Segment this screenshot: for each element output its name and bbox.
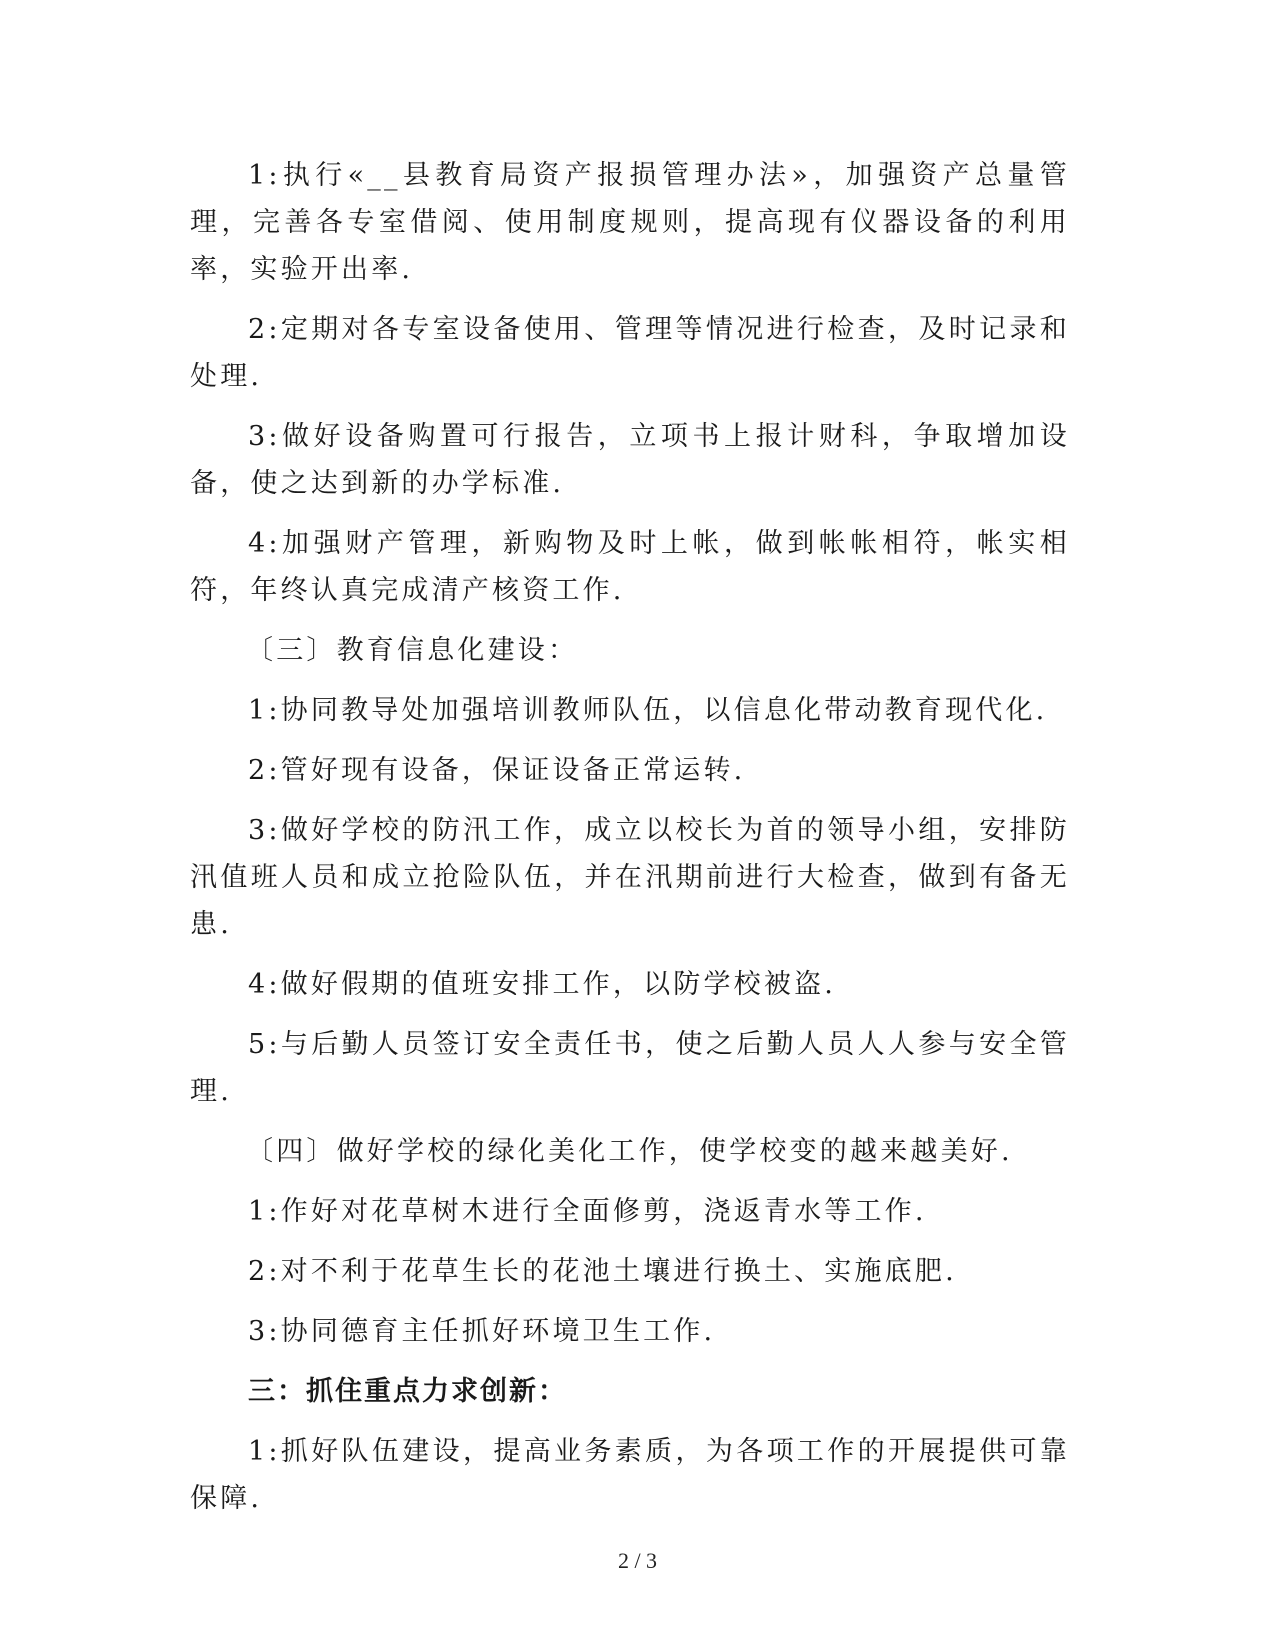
paragraph-item-1: 1:执行«__县教育局资产报损管理办法»，加强资产总量管理，完善各专室借阅、使用制度规则，提高现有仪器设备的利用率，实验开出率. bbox=[190, 160, 1070, 285]
paragraph-item-11: 2:对不利于花草生长的花池土壤进行换土、实施底肥. bbox=[248, 1256, 957, 1287]
paragraph-item-12: 3:协同德育主任抓好环境卫生工作. bbox=[248, 1316, 716, 1347]
paragraph-item-8: 4:做好假期的值班安排工作，以防学校被盗. bbox=[248, 969, 837, 1000]
paragraph-item-5: 1:协同教导处加强培训教师队伍，以信息化带动教育现代化. bbox=[248, 695, 1048, 726]
section-heading-info: 〔三〕教育信息化建设： bbox=[246, 635, 579, 666]
paragraph-item-6: 2:管好现有设备，保证设备正常运转. bbox=[248, 755, 746, 786]
paragraph-item-10: 1:作好对花草树木进行全面修剪，浇返青水等工作. bbox=[248, 1196, 927, 1227]
paragraph-item-4: 4:加强财产管理，新购物及时上帐，做到帐帐相符，帐实相符，年终认真完成清产核资工作. bbox=[190, 528, 1070, 606]
paragraph-item-2: 2:定期对各专室设备使用、管理等情况进行检查，及时记录和处理. bbox=[190, 314, 1070, 392]
paragraph-item-7: 3:做好学校的防汛工作，成立以校长为首的领导小组，安排防汛值班人员和成立抢险队伍，并在汛期前进行大检查，做到有备无患. bbox=[190, 815, 1070, 940]
document-body bbox=[190, 152, 1070, 1535]
main-heading-innovation: 三：抓住重点力求创新： bbox=[248, 1376, 567, 1407]
paragraph-item-13: 1:抓好队伍建设，提高业务素质，为各项工作的开展提供可靠保障. bbox=[190, 1436, 1070, 1514]
paragraph-item-3: 3:做好设备购置可行报告，立项书上报计财科，争取增加设备，使之达到新的办学标准. bbox=[190, 421, 1070, 499]
section-heading-greening: 〔四〕做好学校的绿化美化工作，使学校变的越来越美好. bbox=[246, 1136, 1013, 1167]
paragraph-item-9: 5:与后勤人员签订安全责任书，使之后勤人员人人参与安全管理. bbox=[190, 1029, 1070, 1107]
page-number: 2 / 3 bbox=[617, 1548, 658, 1573]
